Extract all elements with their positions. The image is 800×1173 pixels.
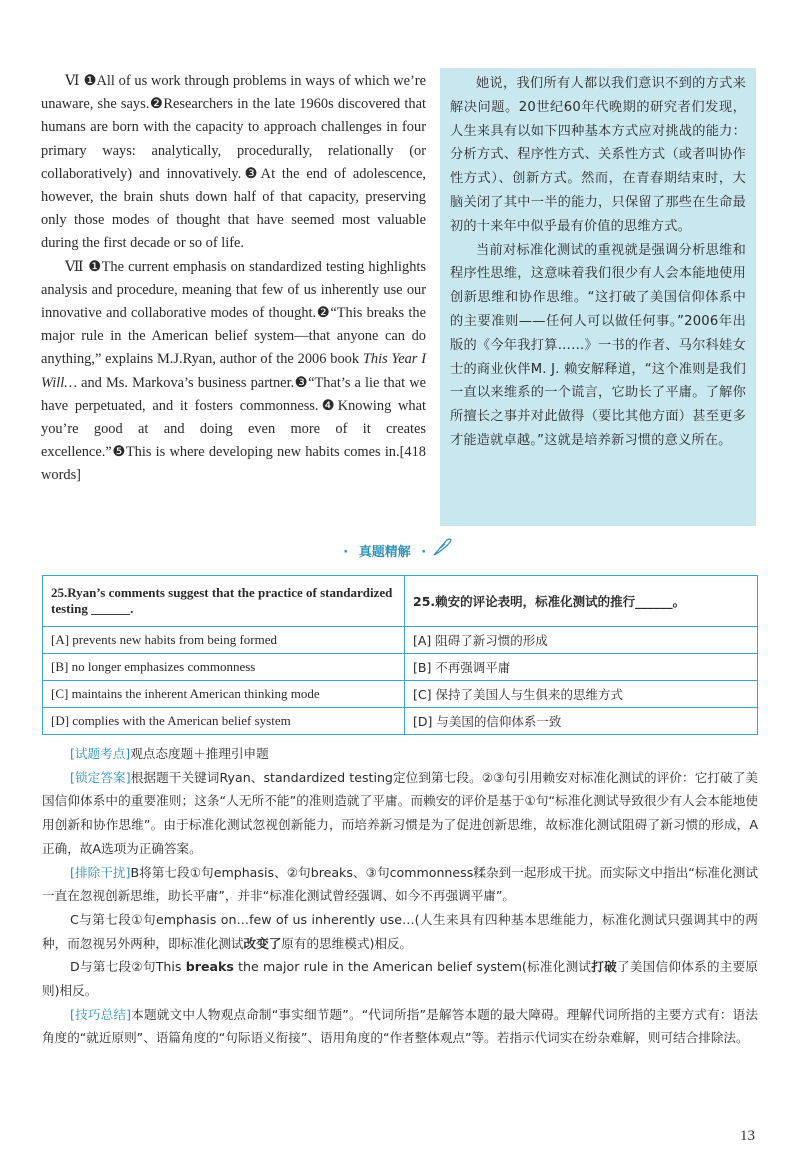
question-stem-en: 25.Ryan’s comments suggest that the practice of standardized testing ______. (43, 576, 405, 627)
paragraph-number: Ⅵ (65, 73, 80, 89)
english-passage (41, 70, 426, 488)
option-d-en: [D] complies with the American belief system (43, 708, 405, 735)
translation-paragraph-1: 她说，我们所有人都以我们意识不到的方式来解决问题。20世纪60年代晚期的研究者们发现，人生来具有以如下四种基本方式应对挑战的能力：分析方式、程序性方式、关系性方式（或者叫协作性方式）、创新方式。然而，在青春期结束时，大脑关闭了其中一半的能力，只保留了那些在生命最初的十来年中似乎最有价值的思维方式。 (450, 76, 746, 234)
exclude-text: B将第七段①句emphasis、②句breaks、③句commonness糅杂到一起形成干扰。而实际文中指出“标准化测试一直在忽视创新思维，助长平庸”，并非“标准化测试曾经强调、如今不再强调平庸”。 (42, 864, 758, 904)
paragraph-text: ❶The current emphasis on standardized testing highlights analysis and procedure, meaning that few of us inherently use our innovative and collaborative modes of thought.❷“This breaks the major rule in the American belief system—that anyone can do anything,” explains M.J.Ryan, author of the 2006 book (41, 258, 426, 368)
analysis-answer (42, 766, 758, 861)
answer-tag: [锁定答案] (70, 769, 131, 785)
paragraph-text: and Ms. Markova’s business partner.❸“That’s a lie that we have perpetuated, and it fosters commonness.❹Knowing what you’re good at and doing even more of it creates excellence.”❺This is where developing new habits comes in. (41, 374, 426, 461)
option-row (43, 681, 758, 708)
paragraph-6 (41, 70, 426, 256)
analysis-skill (42, 1003, 758, 1050)
analysis-kaodian (42, 742, 758, 766)
analysis-section (42, 742, 758, 1050)
question-stem-zh: 25.赖安的评论表明，标准化测试的推行______。 (405, 576, 758, 627)
option-d-analysis: the major rule in the American belief system(标准化测试 (233, 959, 592, 975)
emphasis-text: breaks (185, 959, 234, 975)
section-title-text: 真题精解 (358, 545, 411, 560)
paragraph-text: ❶All of us work through problems in ways of which we’re unaware, she says.❷Researchers in the late 1960s discovered that humans are born with the capacity to approach challenges in four primary ways: analytically, procedurally, relationally (or collaboratively) and innovatively.❸At the end of adolescence, however, the brain shuts down half of that capacity, preserving only those modes of thought that have seemed most valuable during the first decade or so of life. (41, 73, 426, 252)
skill-text: 本题就文中人物观点命制“事实细节题”。“代词所指”是解答本题的最大障碍。理解代词所指的主要方式有：语法角度的“就近原则”、语篇角度的“句际语义衔接”、语用角度的“作者整体观点”等。若指示代词实在纷杂难解，则可结合排除法。 (42, 1006, 758, 1046)
question-stem-row (43, 576, 758, 627)
paragraph-7 (41, 256, 426, 488)
option-c-en: [C] maintains the inherent American thinking mode (43, 681, 405, 708)
kaodian-text: 观点态度题＋推理引申题 (130, 746, 269, 761)
option-c-analysis: 原有的思维模式)相反。 (281, 935, 413, 951)
answer-text: 根据题干关键词Ryan、standardized testing定位到第七段。②③句引用赖安对标准化测试的评价：它打破了美国信仰体系中的重要准则；这条“人无所不能”的准则造就了平庸。而赖安的评价是基于①句“标准化测试导致很少有人会本能地使用创新和协作思维”。由于标准化测试忽视创新能力，而培养新习惯是为了促进创新思维，故标准化测试阻碍了新习惯的形成，A正确，故A选项为正确答案。 (42, 769, 759, 856)
option-a-en: [A] prevents new habits from being formed (43, 627, 405, 654)
option-d-zh: [D] 与美国的信仰体系一致 (405, 708, 758, 735)
option-a-zh: [A] 阻碍了新习惯的形成 (405, 627, 758, 654)
book-title: This Year I Will… (41, 351, 426, 391)
skill-tag: [技巧总结] (70, 1006, 132, 1022)
dot-icon: · (343, 545, 349, 560)
option-d-analysis: 了美国信仰体系的主要原则)相反。 (42, 959, 759, 999)
option-b-en: [B] no longer emphasizes commonness (43, 654, 405, 681)
analysis-option-c (42, 908, 758, 955)
translation-paragraph-2: 当前对标准化测试的重视就是强调分析思维和程序性思维，这意味着我们很少有人会本能地使用创新思维和协作思维。“这打破了美国信仰体系中的主要准则——任何人可以做任何事。”2006年出版的《今年我打算……》一书的作者、马尔科娃女士的商业伙伴M. J. 赖安解释道，“这个准则是我们一直以来维系的一个谎言，它助长了平庸。了解你所擅长之事并对此做得（要比其他方面）甚至更多才能造就卓越。”这就是培养新习惯的意义所在。 (450, 242, 746, 448)
word-count: [418 words] (41, 444, 426, 484)
question-table (42, 575, 758, 735)
option-d-analysis: D与第七段②句This (70, 959, 186, 975)
option-b-zh: [B] 不再强调平庸 (405, 654, 758, 681)
exclude-tag: [排除干扰] (70, 864, 131, 880)
option-c-analysis: C与第七段①句emphasis on…few of us inherently use…(人生来具有四种基本思维能力，标准化测试只强调其中的两种，而忽视另外两种，即标准化测试 (42, 911, 758, 951)
option-row (43, 654, 758, 681)
quill-pen-icon (431, 536, 453, 569)
chinese-translation (440, 68, 756, 526)
dot-icon: · (421, 545, 427, 560)
paragraph-number: Ⅶ (65, 258, 85, 275)
analysis-option-d (42, 955, 758, 1002)
emphasis-text: 改变了 (243, 935, 282, 951)
option-row (43, 708, 758, 735)
page-number: 13 (740, 1128, 755, 1144)
kaodian-tag: [试题考点] (70, 746, 131, 761)
option-row (43, 627, 758, 654)
section-title (318, 536, 478, 564)
option-c-zh: [C] 保持了美国人与生俱来的思维方式 (405, 681, 758, 708)
analysis-exclude (42, 861, 758, 908)
emphasis-text: 打破 (591, 959, 617, 975)
